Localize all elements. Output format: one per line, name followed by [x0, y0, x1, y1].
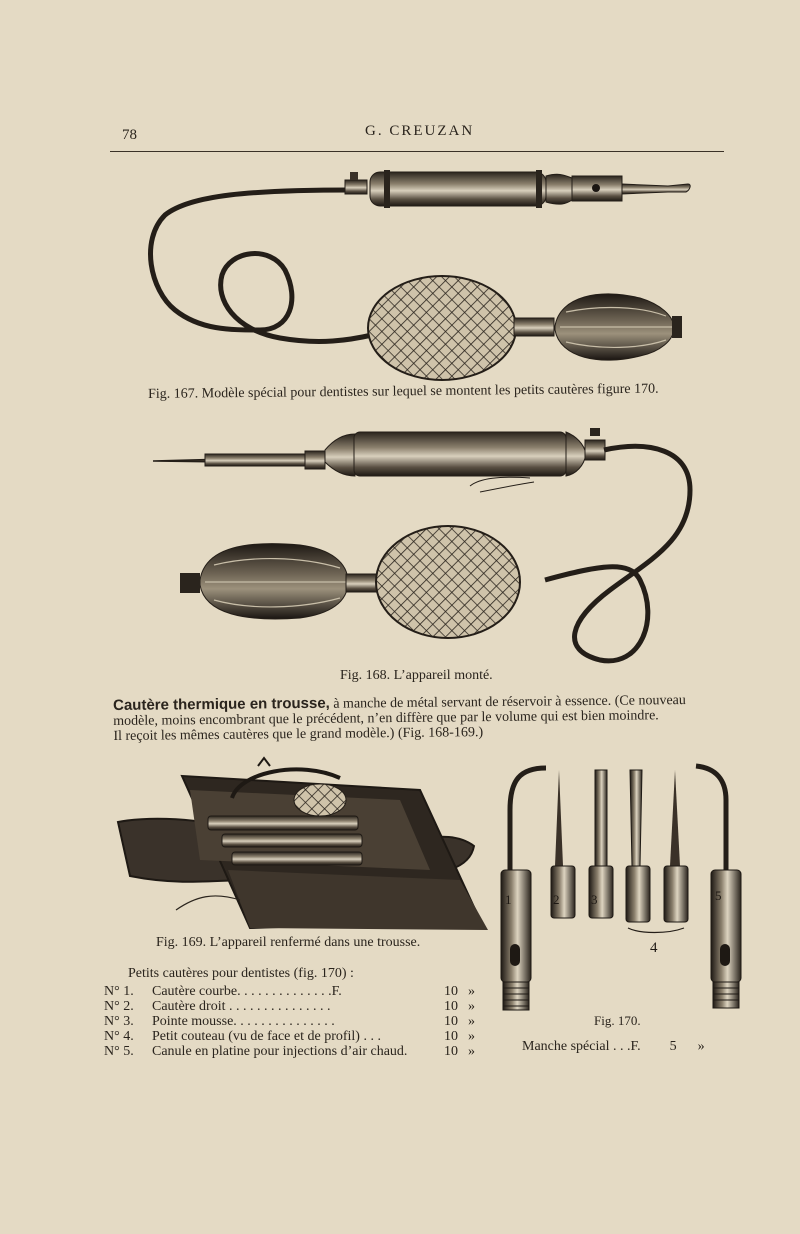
list-item — [104, 1029, 484, 1044]
item-ditto: » — [468, 1029, 475, 1044]
price-list-title: Petits cautères pour dentistes (fig. 170) : — [128, 966, 354, 981]
fig-167-illustration — [151, 170, 691, 380]
fig-168-caption: Fig. 168. L’appareil monté. — [340, 668, 493, 683]
item-price: 10 — [444, 999, 458, 1014]
fig-170-caption: Fig. 170. — [594, 1013, 641, 1028]
item-number: N° 2. — [104, 999, 134, 1014]
price-list — [104, 984, 484, 1059]
item-price: 10 — [444, 1014, 458, 1029]
item-number: N° 1. — [104, 984, 134, 999]
item-number: N° 3. — [104, 1014, 134, 1029]
fig170-label-5: 5 — [715, 888, 722, 903]
product-paragraph — [113, 691, 763, 744]
fig170-label-1: 1 — [505, 892, 512, 907]
manche-price: 5 — [669, 1039, 677, 1054]
item-price: 10 — [444, 984, 458, 999]
fig-169-caption: Fig. 169. L’appareil renfermé dans une trousse. — [156, 935, 421, 950]
list-item — [104, 999, 484, 1014]
item-ditto: » — [468, 999, 475, 1014]
list-item — [104, 1044, 484, 1059]
manche-label: Manche spécial . . .F. — [522, 1039, 641, 1054]
paragraph-line-3: Il reçoit les mêmes cautères que le grand modèle.) (Fig. 168-169.) — [113, 725, 484, 744]
fig-170-illustration — [501, 766, 741, 1010]
paragraph-line-2: modèle, moins encombrant que le précédent, n’en diffère que par le volume qui est bien moindre. — [113, 708, 659, 729]
manche-ditto: » — [697, 1039, 705, 1054]
fig170-label-3: 3 — [591, 892, 598, 907]
item-ditto: » — [468, 1014, 475, 1029]
list-item — [104, 1014, 484, 1029]
item-label: Canule en platine pour injections d’air chaud. — [152, 1044, 408, 1059]
item-price: 10 — [444, 1029, 458, 1044]
item-label: Petit couteau (vu de face et de profil) . . . — [152, 1029, 381, 1044]
fig-167-caption: Fig. 167. Modèle spécial pour dentistes sur lequel se montent les petits cautères figure 170. — [148, 381, 659, 402]
running-title: G. CREUZAN — [365, 123, 475, 139]
item-label: Cautère droit . . . . . . . . . . . . . . . — [152, 999, 331, 1014]
item-number: N° 5. — [104, 1044, 134, 1059]
item-label: Pointe mousse. . . . . . . . . . . . . . . — [152, 1014, 335, 1029]
item-ditto: » — [468, 984, 475, 999]
fig170-label-4: 4 — [650, 940, 658, 956]
page-number: 78 — [122, 127, 137, 143]
fig-169-illustration — [118, 758, 488, 930]
item-number: N° 4. — [104, 1029, 134, 1044]
item-ditto: » — [468, 1044, 475, 1059]
paragraph-lead: Cautère thermique en trousse, — [112, 694, 330, 714]
list-item — [104, 984, 484, 999]
manche-price-line — [522, 1039, 705, 1055]
fig-168-illustration — [153, 428, 690, 661]
fig170-label-2: 2 — [553, 892, 560, 907]
item-price: 10 — [444, 1044, 458, 1059]
paragraph-line-1: à manche de métal servant de réservoir à essence. (Ce nouveau — [329, 693, 686, 712]
item-label: Cautère courbe. . . . . . . . . . . . . .F. — [152, 984, 342, 999]
